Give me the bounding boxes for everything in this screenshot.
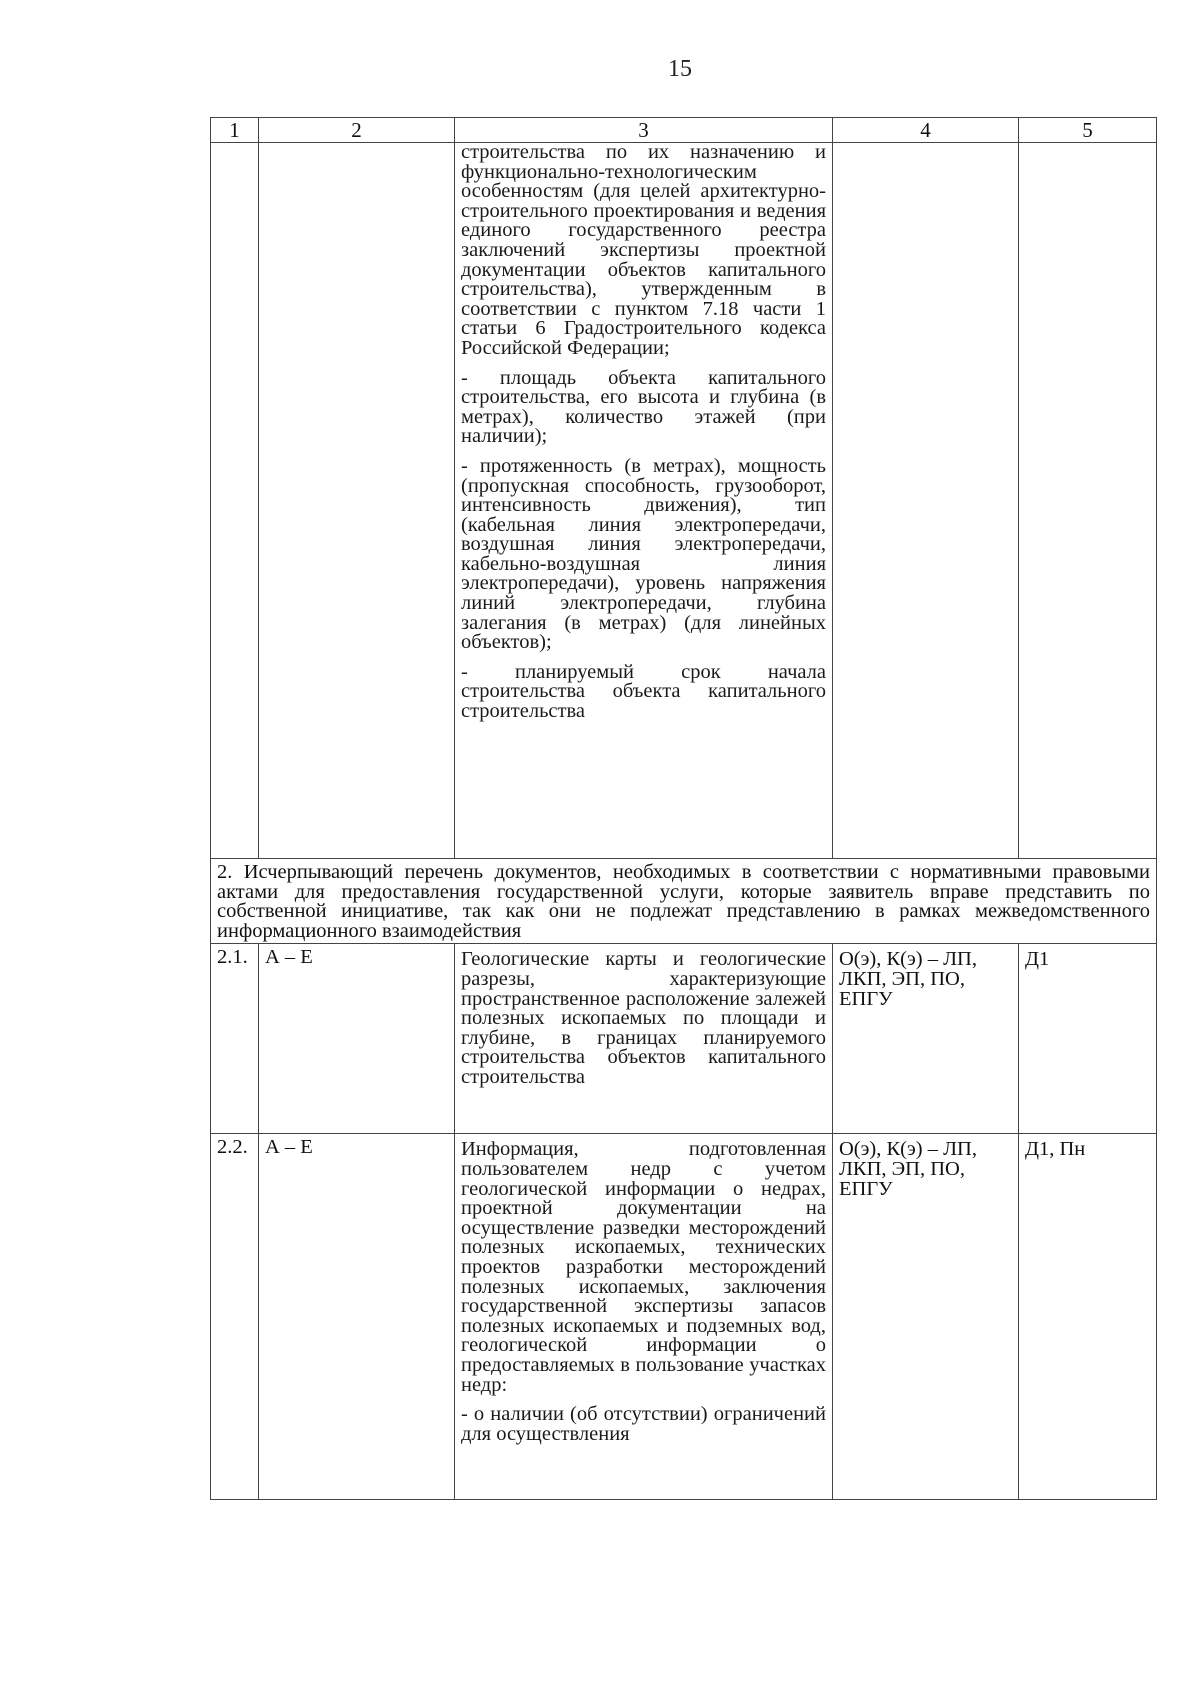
document-code-cell <box>1019 143 1157 859</box>
column-header-3: 3 <box>455 118 833 143</box>
table-row-continuation <box>211 143 1157 859</box>
description-paragraph: - площадь объекта капитального строительства, его высота и глубина (в метрах), количество этажей (при наличии); <box>461 366 826 448</box>
page-number: 15 <box>668 56 692 82</box>
submission-method-cell <box>833 143 1019 859</box>
description-cell <box>455 1134 833 1500</box>
table-row <box>211 944 1157 1134</box>
document-table <box>210 117 1157 1500</box>
description-paragraph: - протяженность (в метрах), мощность (пропускная способность, грузооборот, интенсивность движения), тип (кабельная линия электропередачи, воздушная линия электропередачи, кабельно-воздушная линия электропередачи), уровень напряжения линий электропередачи, глубина залегания (в метрах) (для линейных объектов); <box>461 454 826 654</box>
row-number-cell <box>211 143 259 859</box>
column-header-4: 4 <box>833 118 1019 143</box>
row-number: 2.1. <box>211 944 259 1134</box>
table-section-row <box>211 859 1157 944</box>
column-header-1: 1 <box>211 118 259 143</box>
table-header-row <box>211 118 1157 143</box>
description-cell <box>455 143 833 859</box>
submission-method: О(э), К(э) – ЛП, ЛКП, ЭП, ПО, ЕПГУ <box>833 944 1019 1134</box>
applicant-code: А – Е <box>259 944 455 1134</box>
description-paragraph: Геологические карты и геологические разрезы, характеризующие пространственное расположение залежей полезных ископаемых по площади и глубине, в границах планируемого строительства объектов капитального строительства <box>461 948 826 1088</box>
applicant-code: А – Е <box>259 1134 455 1500</box>
table-row <box>211 1134 1157 1500</box>
row-number: 2.2. <box>211 1134 259 1500</box>
column-header-2: 2 <box>259 118 455 143</box>
description-paragraph: - планируемый срок начала строительства объекта капитального строительства <box>461 660 826 723</box>
applicant-code-cell <box>259 143 455 859</box>
description-paragraph: строительства по их назначению и функционально-технологическим особенностям (для целей архитектурно-строительного проектирования и ведения единого государственного реестра заключений экспертизы проектной документации объектов капитального строительства), утвержденным в соответствии с пунктом 7.18 части 1 статьи 6 Градостроительного кодекса Российской Федерации; <box>461 141 826 359</box>
section-heading: 2. Исчерпывающий перечень документов, необходимых в соответствии с нормативными правовыми актами для предоставления государственной услуги, которые заявитель вправе представить по собственной инициативе, так как они не подлежат представлению в рамках межведомственного информационного взаимодействия <box>211 859 1157 944</box>
description-paragraph: - о наличии (об отсутствии) ограничений для осуществления <box>461 1403 826 1445</box>
document-code: Д1 <box>1019 944 1157 1134</box>
column-header-5: 5 <box>1019 118 1157 143</box>
document-code: Д1, Пн <box>1019 1134 1157 1500</box>
description-cell <box>455 944 833 1134</box>
description-paragraph: Информация, подготовленная пользователем недр с учетом геологической информации о недрах, проектной документации на осуществление разведки месторождений полезных ископаемых, технических проектов разработки месторождений полезных ископаемых, заключения государственной экспертизы запасов полезных ископаемых и подземных вод, геологической информации о предоставляемых в пользование участках недр: <box>461 1138 826 1396</box>
submission-method: О(э), К(э) – ЛП, ЛКП, ЭП, ПО, ЕПГУ <box>833 1134 1019 1500</box>
